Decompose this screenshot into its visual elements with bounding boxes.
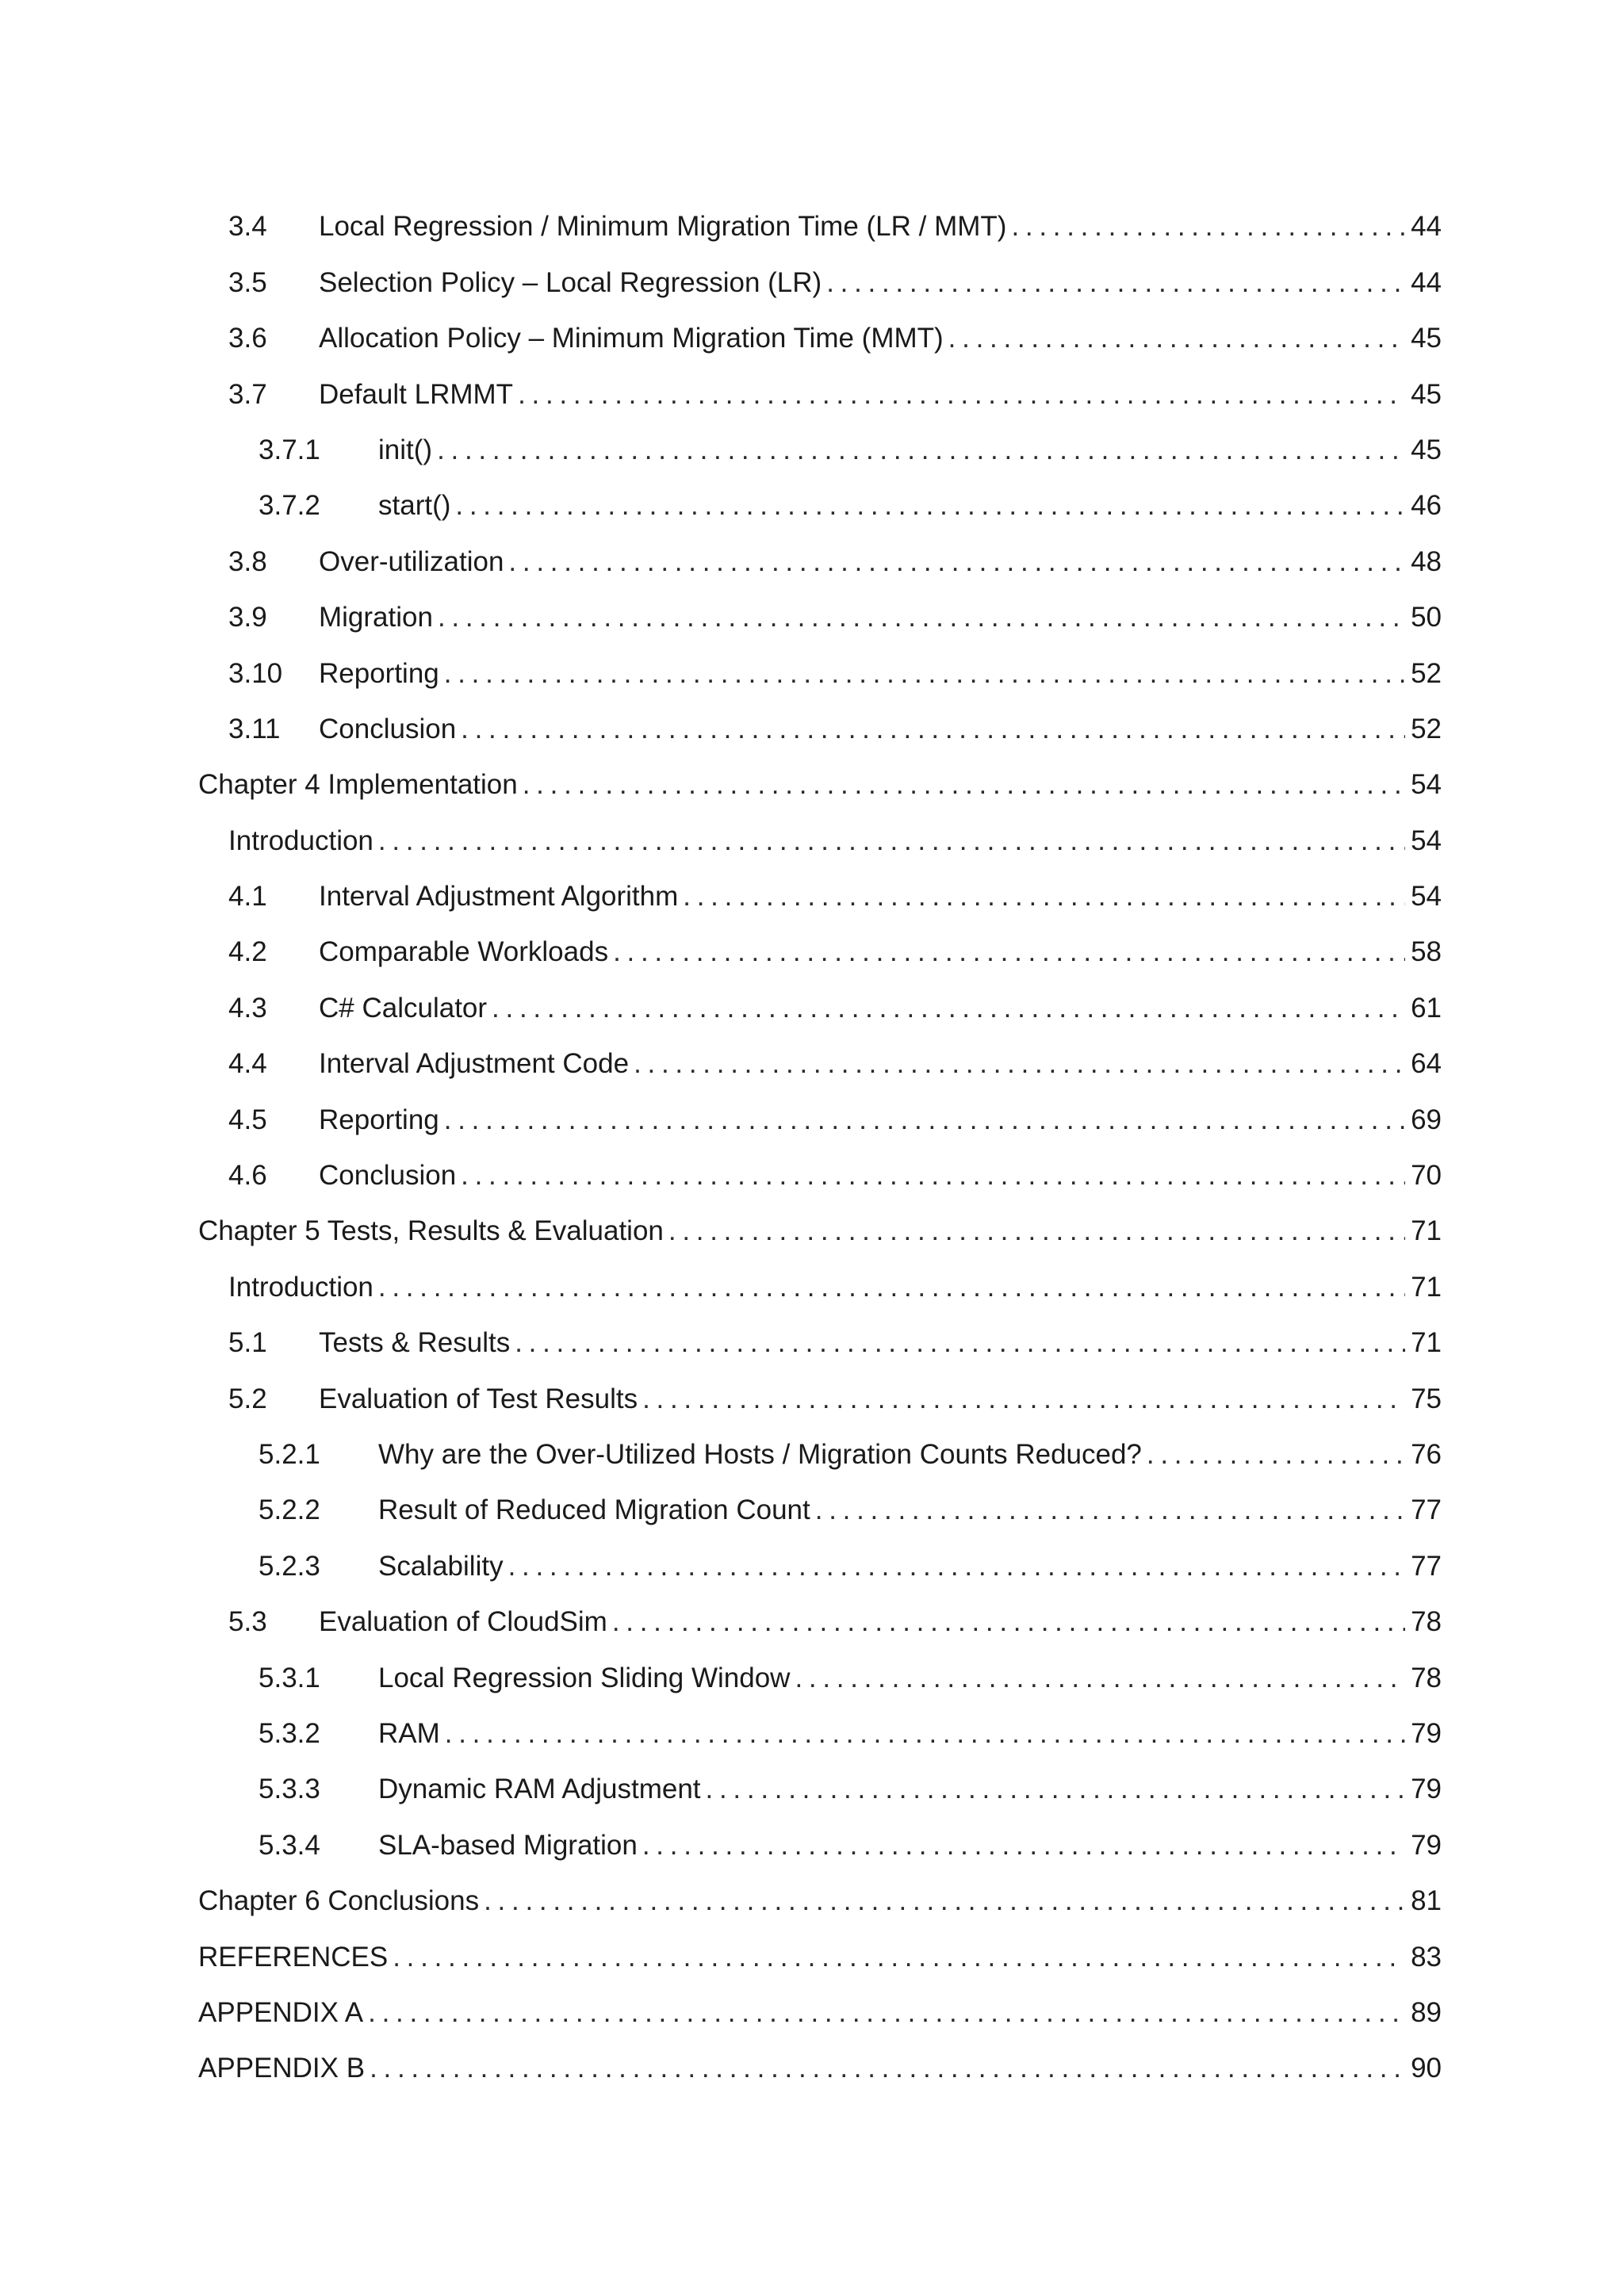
toc-entry[interactable]	[198, 2029, 1442, 2084]
toc-entry[interactable]	[198, 243, 1442, 298]
toc-entry-page-number: 54	[1411, 881, 1442, 913]
toc-entry-page-number: 79	[1411, 1774, 1442, 1805]
toc-entry-title: Comparable Workloads	[319, 936, 609, 968]
dot-leader	[642, 1830, 1405, 1862]
dot-leader	[508, 546, 1405, 578]
toc-entry-title: Dynamic RAM Adjustment	[378, 1774, 701, 1805]
toc-entry-title: Reporting	[319, 1104, 439, 1135]
toc-entry-page-number: 44	[1411, 211, 1442, 243]
toc-entry-number: 5.3	[228, 1606, 267, 1638]
toc-entry[interactable]	[198, 354, 1442, 410]
toc-entry-page-number: 71	[1411, 1327, 1442, 1359]
dot-leader	[378, 825, 1405, 857]
toc-entry[interactable]	[198, 1080, 1442, 1135]
dot-leader	[444, 658, 1405, 690]
toc-entry-number: 3.11	[228, 713, 281, 744]
toc-entry-number: 5.2.1	[259, 1438, 320, 1470]
toc-entry-title: Conclusion	[319, 713, 457, 744]
toc-entry-title: Introduction	[228, 1271, 373, 1303]
dot-leader	[370, 2053, 1405, 2084]
toc-entry-title: Why are the Over-Utilized Hosts / Migration Counts Reduced?	[378, 1438, 1142, 1470]
toc-entry-page-number: 45	[1411, 378, 1442, 410]
toc-entry-page-number: 54	[1411, 769, 1442, 801]
toc-entry-title: APPENDIX B	[198, 2053, 366, 2084]
toc-entry-number: 5.3.2	[259, 1717, 320, 1749]
dot-leader	[683, 881, 1405, 913]
toc-entry-page-number: 52	[1411, 713, 1442, 744]
toc-entry-number: 3.6	[228, 323, 267, 354]
toc-entry-page-number: 44	[1411, 266, 1442, 298]
toc-entry-number: 5.2.3	[259, 1550, 320, 1582]
toc-entry-page-number: 58	[1411, 936, 1442, 968]
toc-entry[interactable]	[198, 1694, 1442, 1750]
dot-leader	[634, 1048, 1405, 1080]
toc-entry[interactable]	[198, 578, 1442, 633]
toc-entry[interactable]	[198, 1805, 1442, 1861]
toc-entry-page-number: 77	[1411, 1550, 1442, 1582]
dot-leader	[492, 993, 1405, 1024]
toc-entry[interactable]	[198, 1415, 1442, 1471]
toc-entry[interactable]	[198, 1973, 1442, 2029]
toc-entry[interactable]	[198, 968, 1442, 1024]
toc-entry-title: start()	[378, 490, 451, 522]
dot-leader	[438, 602, 1405, 633]
dot-leader	[445, 1718, 1405, 1750]
toc-entry-number: 5.3.4	[259, 1829, 320, 1861]
toc-entry-title: Default LRMMT	[319, 378, 514, 410]
toc-entry-title: Tests & Results	[319, 1327, 511, 1359]
toc-entry-number: 4.1	[228, 881, 267, 913]
toc-entry[interactable]	[198, 411, 1442, 466]
toc-entry-title: Interval Adjustment Algorithm	[319, 881, 679, 913]
toc-entry[interactable]	[198, 1359, 1442, 1414]
dot-leader	[826, 267, 1405, 299]
toc-entry-page-number: 81	[1411, 1885, 1442, 1917]
dot-leader	[461, 1160, 1405, 1192]
toc-entry[interactable]	[198, 1247, 1442, 1303]
toc-entry-title: Conclusion	[319, 1160, 457, 1192]
toc-entry-title: Allocation Policy – Minimum Migration Time (MMT)	[319, 323, 944, 354]
toc-entry-number: 3.5	[228, 266, 267, 298]
toc-entry[interactable]	[198, 633, 1442, 689]
toc-entry-number: 3.8	[228, 545, 267, 577]
toc-entry-page-number: 78	[1411, 1606, 1442, 1638]
toc-entry[interactable]	[198, 466, 1442, 522]
toc-entry[interactable]	[198, 1917, 1442, 1973]
toc-entry-title: RAM	[378, 1717, 440, 1749]
toc-entry-page-number: 45	[1411, 434, 1442, 465]
toc-entry[interactable]	[198, 187, 1442, 243]
dot-leader	[378, 1272, 1405, 1303]
toc-entry-page-number: 64	[1411, 1048, 1442, 1080]
toc-entry-page-number: 69	[1411, 1104, 1442, 1135]
toc-entry[interactable]	[198, 1303, 1442, 1359]
toc-entry-title: Chapter 6 Conclusions	[198, 1885, 480, 1917]
dot-leader	[815, 1494, 1405, 1526]
toc-entry-title: REFERENCES	[198, 1941, 389, 1973]
dot-leader	[484, 1885, 1405, 1917]
toc-entry-number: 5.1	[228, 1327, 267, 1359]
dot-leader	[948, 323, 1405, 354]
toc-entry-page-number: 45	[1411, 323, 1442, 354]
toc-entry-title: C# Calculator	[319, 992, 488, 1024]
toc-entry-number: 4.6	[228, 1160, 267, 1192]
toc-entry-page-number: 71	[1411, 1271, 1442, 1303]
toc-entry[interactable]	[198, 913, 1442, 968]
dot-leader	[1011, 211, 1405, 243]
toc-entry[interactable]	[198, 1192, 1442, 1247]
toc-entry-number: 3.10	[228, 657, 283, 689]
toc-entry-page-number: 52	[1411, 657, 1442, 689]
toc-entry-page-number: 48	[1411, 545, 1442, 577]
toc-entry[interactable]	[198, 1526, 1442, 1582]
toc-entry-title: APPENDIX A	[198, 1996, 364, 2028]
dot-leader	[455, 490, 1405, 522]
toc-entry-title: Chapter 5 Tests, Results & Evaluation	[198, 1215, 664, 1247]
toc-entry[interactable]	[198, 1862, 1442, 1917]
toc-entry-title: Interval Adjustment Code	[319, 1048, 630, 1080]
toc-entry-number: 5.2.2	[259, 1494, 320, 1526]
dot-leader	[444, 1104, 1405, 1136]
toc-entry[interactable]	[198, 1638, 1442, 1693]
dot-leader	[706, 1774, 1405, 1805]
toc-entry-page-number: 71	[1411, 1215, 1442, 1247]
toc-entry[interactable]	[198, 1582, 1442, 1638]
toc-entry-number: 3.7.1	[259, 434, 320, 465]
toc-entry-number: 3.9	[228, 602, 267, 633]
dot-leader	[668, 1215, 1405, 1247]
toc-entry-title: init()	[378, 434, 433, 465]
toc-entry-number: 4.2	[228, 936, 267, 968]
toc-entry-page-number: 46	[1411, 490, 1442, 522]
toc-entry-title: Over-utilization	[319, 545, 504, 577]
toc-entry[interactable]	[198, 690, 1442, 745]
toc-entry-page-number: 54	[1411, 825, 1442, 856]
dot-leader	[508, 1551, 1405, 1582]
toc-entry-title: Evaluation of CloudSim	[319, 1606, 607, 1638]
toc-entry-title: Selection Policy – Local Regression (LR)	[319, 266, 822, 298]
toc-entry-page-number: 79	[1411, 1829, 1442, 1861]
toc-entry[interactable]	[198, 299, 1442, 354]
dot-leader	[1147, 1439, 1405, 1471]
toc-entry[interactable]	[198, 1750, 1442, 1805]
toc-entry-number: 5.3.3	[259, 1774, 320, 1805]
toc-entry-title: Chapter 4 Implementation	[198, 769, 518, 801]
toc-entry-page-number: 76	[1411, 1438, 1442, 1470]
dot-leader	[523, 769, 1405, 801]
toc-entry-title: Local Regression Sliding Window	[378, 1662, 791, 1693]
toc-entry-number: 4.3	[228, 992, 267, 1024]
toc-entry-title: SLA-based Migration	[378, 1829, 638, 1861]
toc-entry-number: 5.3.1	[259, 1662, 320, 1693]
toc-entry-number: 4.4	[228, 1048, 267, 1080]
table-of-contents	[198, 187, 1442, 2084]
toc-entry-number: 5.2	[228, 1383, 267, 1414]
toc-entry-page-number: 77	[1411, 1494, 1442, 1526]
dot-leader	[612, 1606, 1405, 1638]
toc-entry[interactable]	[198, 857, 1442, 913]
toc-entry-title: Introduction	[228, 825, 373, 856]
dot-leader	[515, 1327, 1405, 1359]
dot-leader	[461, 714, 1405, 745]
dot-leader	[393, 1942, 1405, 1973]
toc-entry-page-number: 70	[1411, 1160, 1442, 1192]
toc-entry-number: 3.4	[228, 211, 267, 243]
toc-entry-page-number: 89	[1411, 1996, 1442, 2028]
dot-leader	[437, 434, 1405, 466]
toc-entry-page-number: 78	[1411, 1662, 1442, 1693]
toc-entry[interactable]	[198, 1136, 1442, 1192]
toc-entry-page-number: 75	[1411, 1383, 1442, 1414]
toc-entry[interactable]	[198, 1024, 1442, 1080]
toc-entry-page-number: 90	[1411, 2053, 1442, 2084]
toc-entry-number: 4.5	[228, 1104, 267, 1135]
toc-entry-page-number: 50	[1411, 602, 1442, 633]
toc-entry-title: Scalability	[378, 1550, 504, 1582]
toc-entry-number: 3.7.2	[259, 490, 320, 522]
toc-entry[interactable]	[198, 801, 1442, 856]
dot-leader	[518, 379, 1405, 411]
toc-entry-page-number: 83	[1411, 1941, 1442, 1973]
toc-entry-title: Reporting	[319, 657, 439, 689]
dot-leader	[642, 1383, 1405, 1415]
dot-leader	[795, 1663, 1405, 1694]
toc-entry-title: Result of Reduced Migration Count	[378, 1494, 810, 1526]
dot-leader	[613, 936, 1405, 968]
toc-entry-page-number: 61	[1411, 992, 1442, 1024]
toc-entry[interactable]	[198, 522, 1442, 577]
toc-entry-number: 3.7	[228, 378, 267, 410]
toc-entry-title: Evaluation of Test Results	[319, 1383, 638, 1414]
toc-entry-title: Migration	[319, 602, 433, 633]
dot-leader	[368, 1997, 1405, 2029]
toc-entry[interactable]	[198, 1471, 1442, 1526]
toc-entry-page-number: 79	[1411, 1717, 1442, 1749]
toc-entry-title: Local Regression / Minimum Migration Time (LR / MMT)	[319, 211, 1007, 243]
toc-entry[interactable]	[198, 745, 1442, 801]
